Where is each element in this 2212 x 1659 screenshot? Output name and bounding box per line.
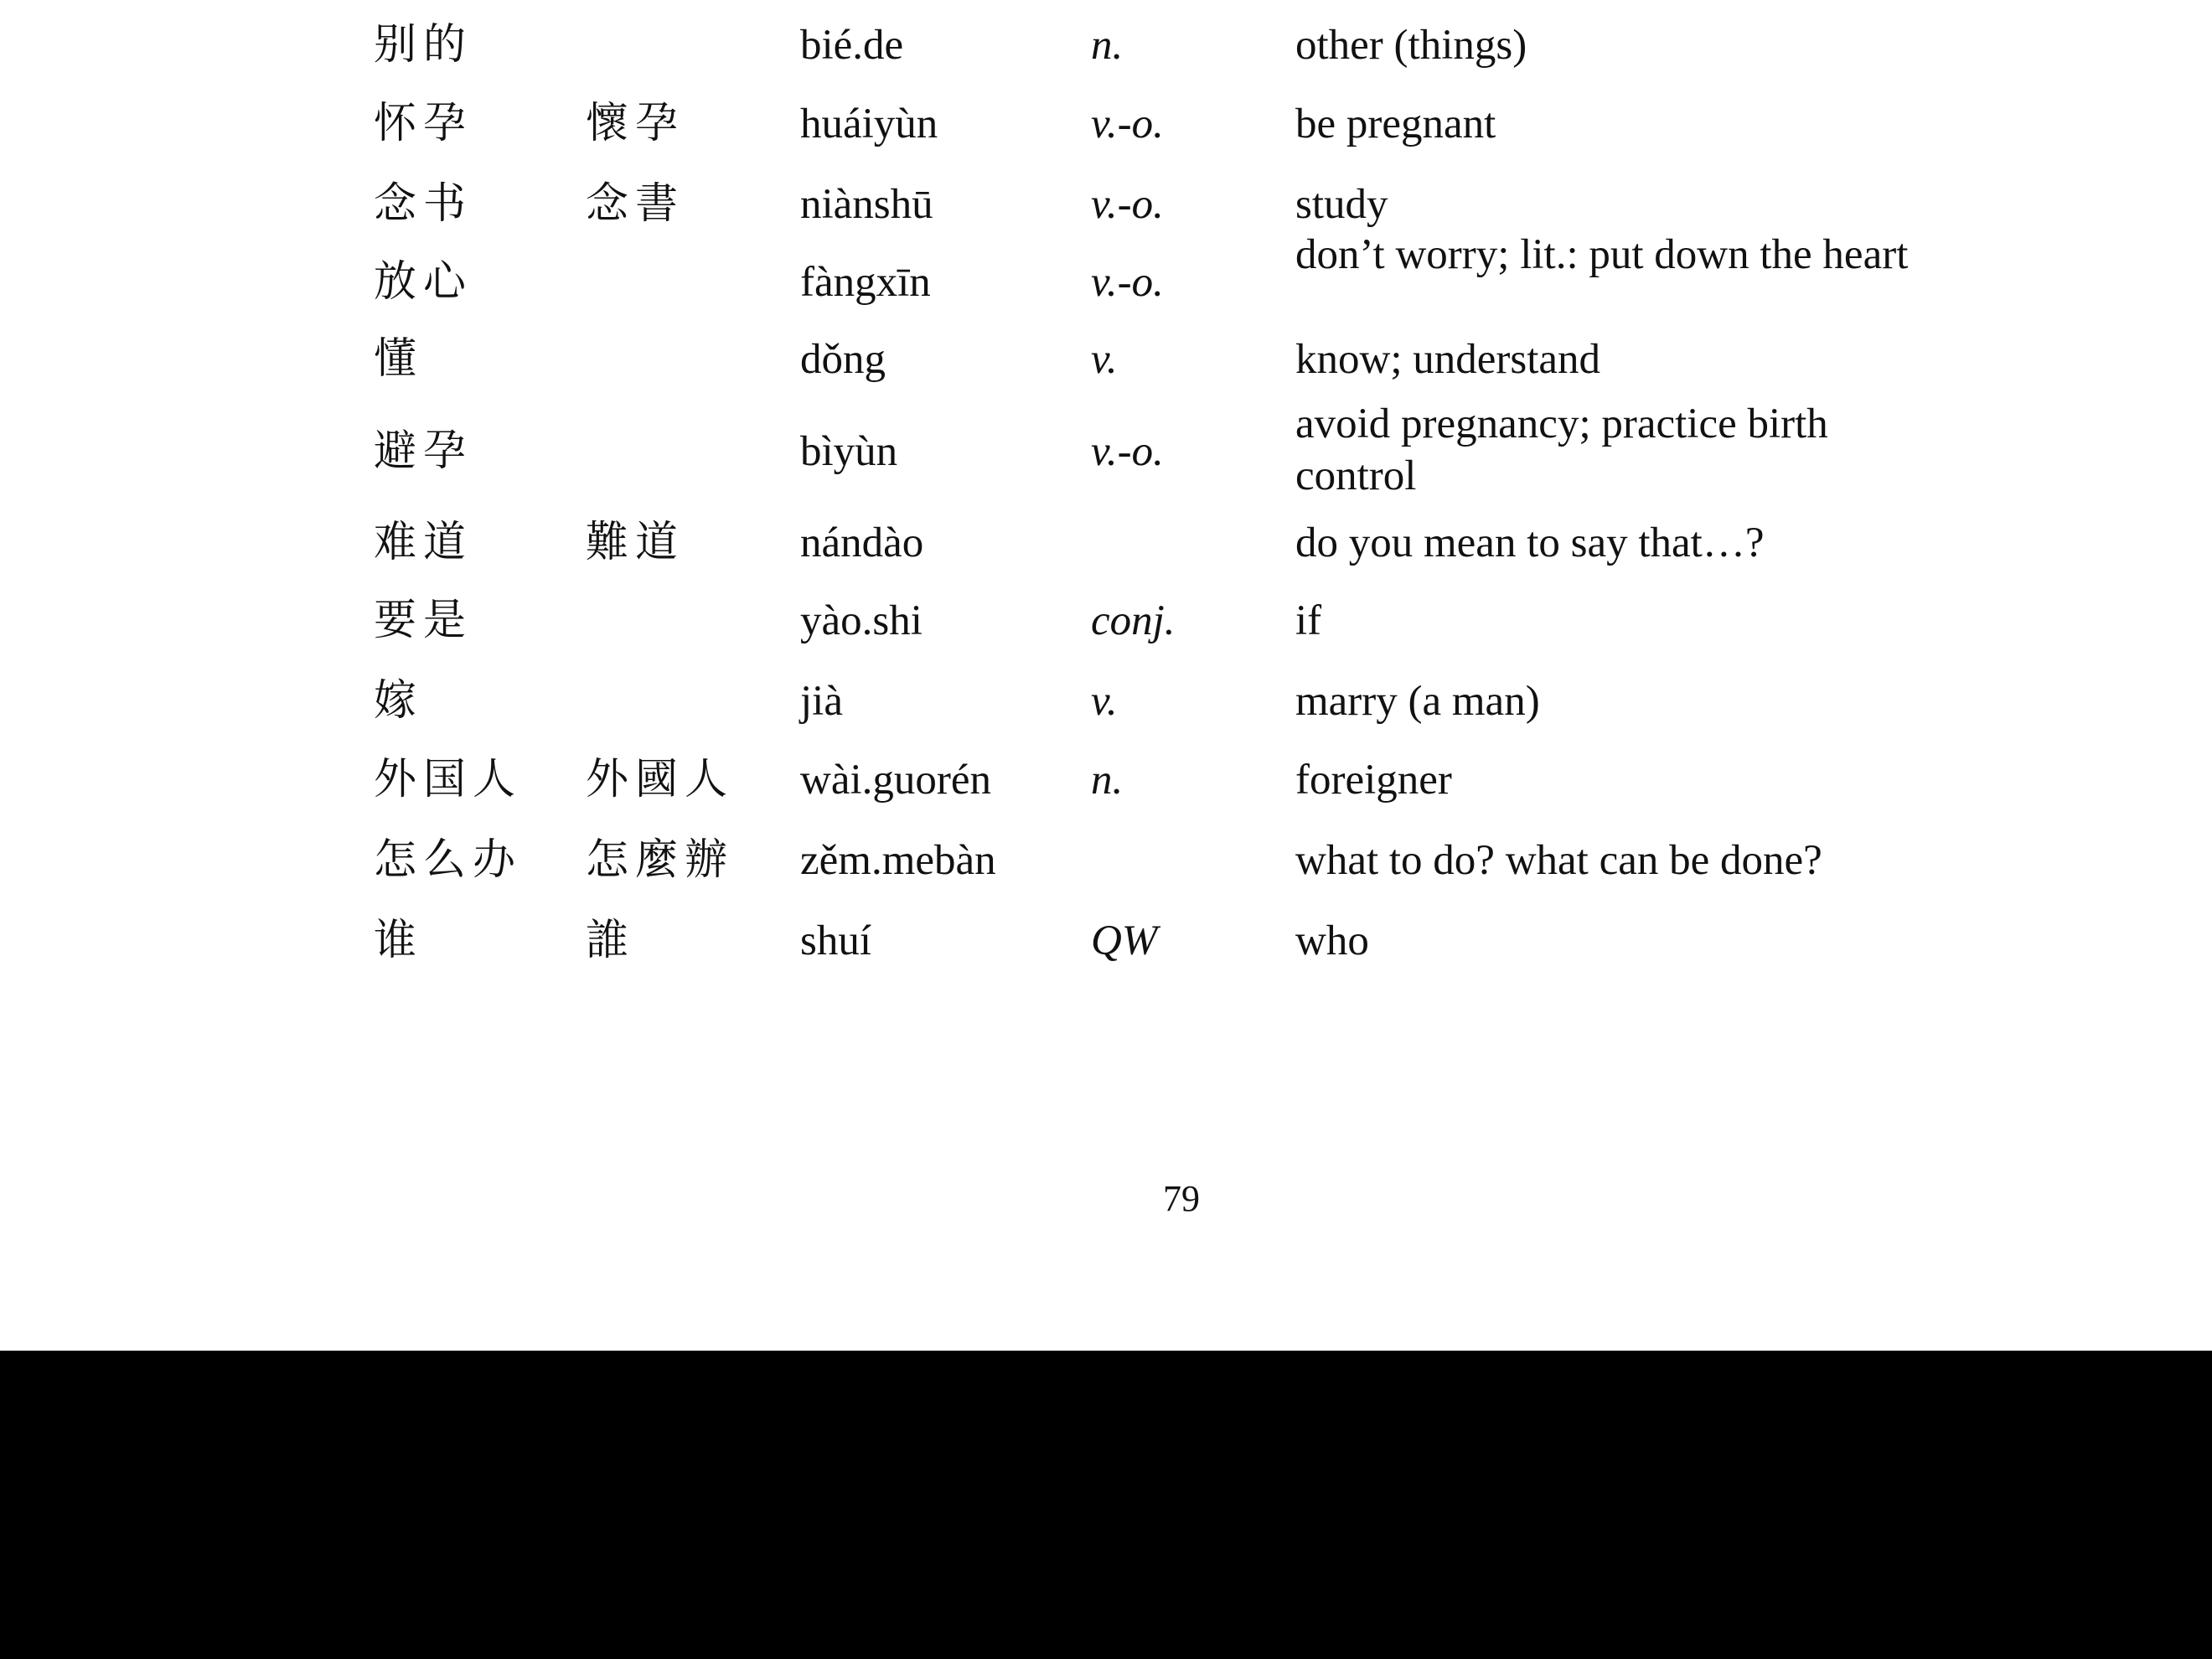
- table-row: [0, 518, 2212, 568]
- table-row: [0, 334, 2212, 385]
- part-of-speech-cell: n.: [1091, 757, 1124, 804]
- traditional-cell: 誰: [586, 917, 636, 964]
- simplified-cell: 懂: [374, 336, 424, 383]
- pinyin-cell: jià: [800, 678, 843, 725]
- simplified-cell: 要是: [374, 597, 473, 644]
- part-of-speech-cell: v.-o.: [1091, 101, 1164, 147]
- pinyin-cell: zěm.mebàn: [800, 837, 996, 884]
- part-of-speech-cell: v.-o.: [1091, 181, 1164, 228]
- traditional-cell: 念書: [586, 181, 685, 228]
- definition-cell: avoid pregnancy; practice birth control: [1295, 401, 1828, 499]
- definition-cell: foreigner: [1295, 757, 1452, 804]
- pinyin-cell: wài.guorén: [800, 757, 992, 804]
- definition-cell: know; understand: [1295, 336, 1601, 383]
- table-row: [0, 179, 2212, 230]
- pinyin-cell: yào.shi: [800, 597, 923, 644]
- table-row: [0, 99, 2212, 149]
- traditional-cell: 懷孕: [586, 101, 685, 147]
- pinyin-cell: shuí: [800, 917, 872, 964]
- simplified-cell: 怀孕: [374, 101, 473, 147]
- simplified-cell: 难道: [374, 519, 473, 566]
- table-row: [0, 835, 2212, 886]
- simplified-cell: 外国人: [374, 757, 523, 804]
- simplified-cell: 怎么办: [374, 837, 523, 884]
- table-row: [0, 231, 2212, 308]
- definition-cell: do you mean to say that…?: [1295, 519, 1765, 566]
- part-of-speech-cell: QW: [1091, 917, 1158, 964]
- part-of-speech-cell: n.: [1091, 22, 1124, 69]
- definition-cell: marry (a man): [1295, 678, 1540, 725]
- simplified-cell: 谁: [374, 917, 424, 964]
- table-row: [0, 755, 2212, 805]
- definition-cell: study: [1295, 181, 1388, 228]
- definition-cell: what to do? what can be done?: [1295, 837, 1822, 884]
- part-of-speech-cell: v.: [1091, 678, 1118, 725]
- simplified-cell: 避孕: [374, 428, 473, 475]
- table-row: [0, 20, 2212, 70]
- simplified-cell: 别的: [374, 22, 473, 69]
- pinyin-cell: bié.de: [800, 22, 904, 69]
- part-of-speech-cell: conj.: [1091, 597, 1176, 644]
- part-of-speech-cell: v.-o.: [1091, 428, 1164, 475]
- page-number: 79: [1163, 1178, 1200, 1219]
- simplified-cell: 放心: [374, 259, 473, 306]
- pinyin-cell: nándào: [800, 519, 924, 566]
- definition-cell: if: [1295, 597, 1322, 644]
- definition-cell: be pregnant: [1295, 101, 1496, 147]
- definition-cell: other (things): [1295, 22, 1527, 69]
- table-row: [0, 401, 2212, 499]
- traditional-cell: 怎麼辦: [586, 837, 735, 884]
- simplified-cell: 念书: [374, 181, 473, 228]
- traditional-cell: 難道: [586, 519, 685, 566]
- pinyin-cell: fàngxīn: [800, 259, 931, 306]
- definition-cell: who: [1295, 917, 1369, 964]
- pinyin-cell: dǒng: [800, 336, 886, 383]
- table-row: [0, 596, 2212, 646]
- part-of-speech-cell: v.: [1091, 336, 1118, 383]
- definition-cell: don’t worry; lit.: put down the heart: [1295, 231, 1909, 278]
- traditional-cell: 外國人: [586, 757, 735, 804]
- pinyin-cell: huáiyùn: [800, 101, 938, 147]
- table-row: [0, 676, 2212, 726]
- table-row: [0, 916, 2212, 966]
- part-of-speech-cell: v.-o.: [1091, 259, 1164, 306]
- simplified-cell: 嫁: [374, 678, 424, 725]
- pinyin-cell: bìyùn: [800, 428, 898, 475]
- pinyin-cell: niànshū: [800, 181, 933, 228]
